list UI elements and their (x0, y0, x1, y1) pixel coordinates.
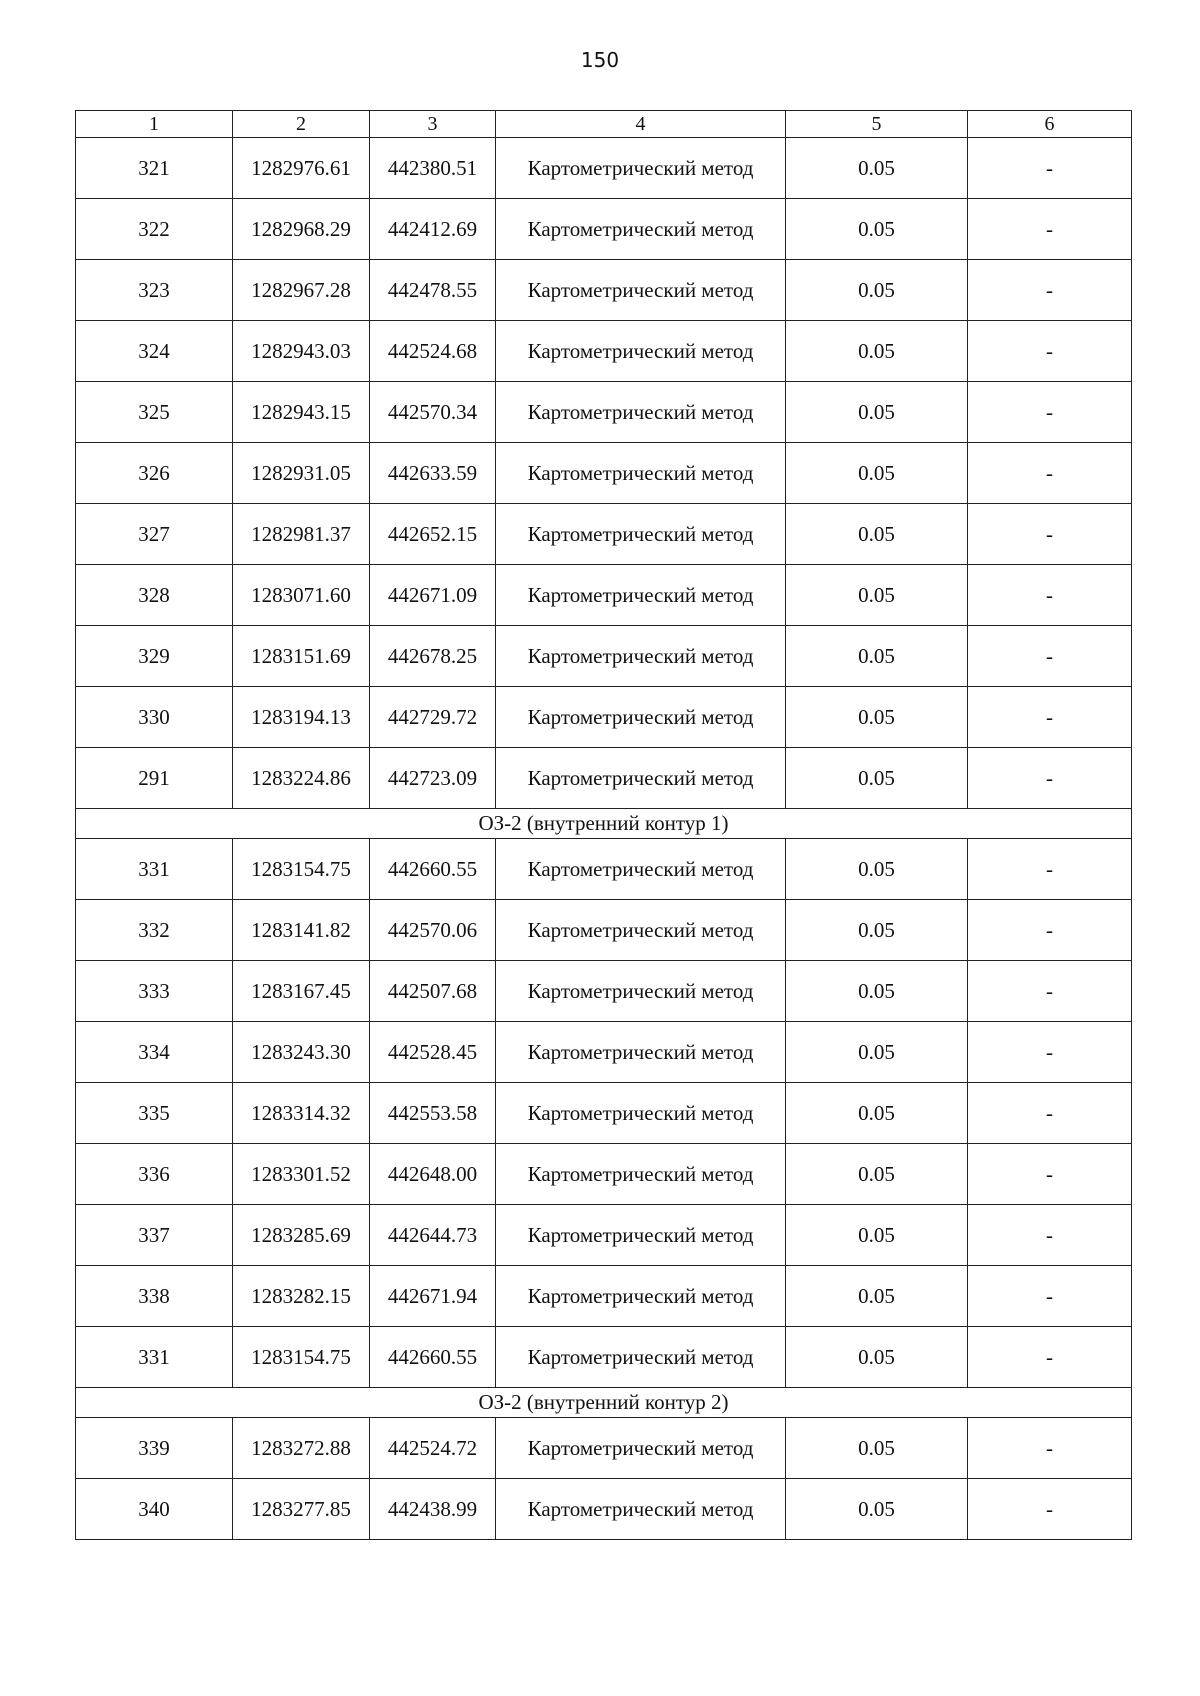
accuracy-cell: 0.05 (786, 199, 968, 260)
x-coordinate-cell: 1283277.85 (233, 1479, 370, 1540)
method-cell: Картометрический метод (496, 626, 786, 687)
x-coordinate-cell: 1283285.69 (233, 1205, 370, 1266)
note-cell: - (968, 382, 1132, 443)
point-number-cell: 321 (76, 138, 233, 199)
method-cell: Картометрический метод (496, 900, 786, 961)
method-cell: Картометрический метод (496, 1144, 786, 1205)
y-coordinate-cell: 442671.09 (370, 565, 496, 626)
table-row (76, 321, 1132, 382)
method-cell: Картометрический метод (496, 1266, 786, 1327)
point-number-cell: 291 (76, 748, 233, 809)
note-cell: - (968, 443, 1132, 504)
note-cell: - (968, 961, 1132, 1022)
point-number-cell: 331 (76, 1327, 233, 1388)
table-row (76, 382, 1132, 443)
section-title-row (76, 1388, 1132, 1418)
x-coordinate-cell: 1283141.82 (233, 900, 370, 961)
y-coordinate-cell: 442723.09 (370, 748, 496, 809)
note-cell: - (968, 138, 1132, 199)
table-row (76, 260, 1132, 321)
note-cell: - (968, 1327, 1132, 1388)
point-number-cell: 337 (76, 1205, 233, 1266)
y-coordinate-cell: 442660.55 (370, 839, 496, 900)
point-number-cell: 322 (76, 199, 233, 260)
point-number-cell: 326 (76, 443, 233, 504)
note-cell: - (968, 1418, 1132, 1479)
y-coordinate-cell: 442412.69 (370, 199, 496, 260)
note-cell: - (968, 1144, 1132, 1205)
y-coordinate-cell: 442524.72 (370, 1418, 496, 1479)
y-coordinate-cell: 442528.45 (370, 1022, 496, 1083)
x-coordinate-cell: 1283167.45 (233, 961, 370, 1022)
table-row (76, 839, 1132, 900)
method-cell: Картометрический метод (496, 1327, 786, 1388)
accuracy-cell: 0.05 (786, 900, 968, 961)
note-cell: - (968, 321, 1132, 382)
section-title: ОЗ-2 (внутренний контур 2) (76, 1388, 1132, 1418)
y-coordinate-cell: 442652.15 (370, 504, 496, 565)
table-row (76, 626, 1132, 687)
accuracy-cell: 0.05 (786, 138, 968, 199)
table-row (76, 1479, 1132, 1540)
x-coordinate-cell: 1283154.75 (233, 1327, 370, 1388)
point-number-cell: 339 (76, 1418, 233, 1479)
x-coordinate-cell: 1283272.88 (233, 1418, 370, 1479)
x-coordinate-cell: 1282931.05 (233, 443, 370, 504)
y-coordinate-cell: 442553.58 (370, 1083, 496, 1144)
point-number-cell: 332 (76, 900, 233, 961)
column-header: 2 (233, 111, 370, 138)
method-cell: Картометрический метод (496, 1083, 786, 1144)
column-header: 4 (496, 111, 786, 138)
accuracy-cell: 0.05 (786, 1418, 968, 1479)
method-cell: Картометрический метод (496, 443, 786, 504)
accuracy-cell: 0.05 (786, 321, 968, 382)
note-cell: - (968, 687, 1132, 748)
note-cell: - (968, 748, 1132, 809)
method-cell: Картометрический метод (496, 748, 786, 809)
y-coordinate-cell: 442507.68 (370, 961, 496, 1022)
point-number-cell: 333 (76, 961, 233, 1022)
note-cell: - (968, 839, 1132, 900)
method-cell: Картометрический метод (496, 839, 786, 900)
x-coordinate-cell: 1282943.15 (233, 382, 370, 443)
note-cell: - (968, 199, 1132, 260)
table-row (76, 1418, 1132, 1479)
table-row (76, 1144, 1132, 1205)
accuracy-cell: 0.05 (786, 687, 968, 748)
note-cell: - (968, 1205, 1132, 1266)
note-cell: - (968, 260, 1132, 321)
point-number-cell: 330 (76, 687, 233, 748)
accuracy-cell: 0.05 (786, 961, 968, 1022)
y-coordinate-cell: 442478.55 (370, 260, 496, 321)
accuracy-cell: 0.05 (786, 748, 968, 809)
y-coordinate-cell: 442438.99 (370, 1479, 496, 1540)
x-coordinate-cell: 1282976.61 (233, 138, 370, 199)
accuracy-cell: 0.05 (786, 626, 968, 687)
y-coordinate-cell: 442570.34 (370, 382, 496, 443)
point-number-cell: 338 (76, 1266, 233, 1327)
table-row (76, 1083, 1132, 1144)
y-coordinate-cell: 442570.06 (370, 900, 496, 961)
point-number-cell: 323 (76, 260, 233, 321)
point-number-cell: 325 (76, 382, 233, 443)
x-coordinate-cell: 1283224.86 (233, 748, 370, 809)
note-cell: - (968, 900, 1132, 961)
table-row (76, 1022, 1132, 1083)
y-coordinate-cell: 442524.68 (370, 321, 496, 382)
y-coordinate-cell: 442660.55 (370, 1327, 496, 1388)
point-number-cell: 324 (76, 321, 233, 382)
accuracy-cell: 0.05 (786, 1266, 968, 1327)
x-coordinate-cell: 1282943.03 (233, 321, 370, 382)
x-coordinate-cell: 1283314.32 (233, 1083, 370, 1144)
y-coordinate-cell: 442648.00 (370, 1144, 496, 1205)
column-header: 6 (968, 111, 1132, 138)
accuracy-cell: 0.05 (786, 839, 968, 900)
method-cell: Картометрический метод (496, 1022, 786, 1083)
x-coordinate-cell: 1282968.29 (233, 199, 370, 260)
accuracy-cell: 0.05 (786, 504, 968, 565)
method-cell: Картометрический метод (496, 1418, 786, 1479)
method-cell: Картометрический метод (496, 1205, 786, 1266)
table-row (76, 199, 1132, 260)
method-cell: Картометрический метод (496, 321, 786, 382)
method-cell: Картометрический метод (496, 138, 786, 199)
table-row (76, 1266, 1132, 1327)
table-row (76, 961, 1132, 1022)
point-number-cell: 331 (76, 839, 233, 900)
section-title: ОЗ-2 (внутренний контур 1) (76, 809, 1132, 839)
x-coordinate-cell: 1283151.69 (233, 626, 370, 687)
x-coordinate-cell: 1283194.13 (233, 687, 370, 748)
accuracy-cell: 0.05 (786, 1479, 968, 1540)
point-number-cell: 340 (76, 1479, 233, 1540)
table-row (76, 565, 1132, 626)
x-coordinate-cell: 1283282.15 (233, 1266, 370, 1327)
point-number-cell: 327 (76, 504, 233, 565)
x-coordinate-cell: 1282967.28 (233, 260, 370, 321)
accuracy-cell: 0.05 (786, 443, 968, 504)
note-cell: - (968, 1083, 1132, 1144)
point-number-cell: 328 (76, 565, 233, 626)
table-row (76, 443, 1132, 504)
method-cell: Картометрический метод (496, 687, 786, 748)
accuracy-cell: 0.05 (786, 1327, 968, 1388)
x-coordinate-cell: 1283154.75 (233, 839, 370, 900)
note-cell: - (968, 1022, 1132, 1083)
accuracy-cell: 0.05 (786, 260, 968, 321)
method-cell: Картометрический метод (496, 1479, 786, 1540)
page-number: 150 (580, 48, 620, 72)
table-header-row (76, 111, 1132, 138)
point-number-cell: 336 (76, 1144, 233, 1205)
method-cell: Картометрический метод (496, 565, 786, 626)
x-coordinate-cell: 1283243.30 (233, 1022, 370, 1083)
column-header: 1 (76, 111, 233, 138)
table-row (76, 748, 1132, 809)
column-header: 3 (370, 111, 496, 138)
y-coordinate-cell: 442380.51 (370, 138, 496, 199)
note-cell: - (968, 1266, 1132, 1327)
x-coordinate-cell: 1282981.37 (233, 504, 370, 565)
table-row (76, 1205, 1132, 1266)
method-cell: Картометрический метод (496, 199, 786, 260)
table-body (76, 138, 1132, 1540)
note-cell: - (968, 626, 1132, 687)
accuracy-cell: 0.05 (786, 1022, 968, 1083)
y-coordinate-cell: 442633.59 (370, 443, 496, 504)
method-cell: Картометрический метод (496, 382, 786, 443)
section-title-row (76, 809, 1132, 839)
point-number-cell: 329 (76, 626, 233, 687)
table-row (76, 687, 1132, 748)
method-cell: Картометрический метод (496, 961, 786, 1022)
y-coordinate-cell: 442678.25 (370, 626, 496, 687)
x-coordinate-cell: 1283071.60 (233, 565, 370, 626)
y-coordinate-cell: 442729.72 (370, 687, 496, 748)
accuracy-cell: 0.05 (786, 1144, 968, 1205)
accuracy-cell: 0.05 (786, 565, 968, 626)
table-row (76, 504, 1132, 565)
method-cell: Картометрический метод (496, 260, 786, 321)
table-row (76, 900, 1132, 961)
method-cell: Картометрический метод (496, 504, 786, 565)
column-header: 5 (786, 111, 968, 138)
point-number-cell: 335 (76, 1083, 233, 1144)
table-row (76, 1327, 1132, 1388)
note-cell: - (968, 504, 1132, 565)
point-number-cell: 334 (76, 1022, 233, 1083)
accuracy-cell: 0.05 (786, 1205, 968, 1266)
x-coordinate-cell: 1283301.52 (233, 1144, 370, 1205)
y-coordinate-cell: 442644.73 (370, 1205, 496, 1266)
table-row (76, 138, 1132, 199)
y-coordinate-cell: 442671.94 (370, 1266, 496, 1327)
note-cell: - (968, 565, 1132, 626)
note-cell: - (968, 1479, 1132, 1540)
accuracy-cell: 0.05 (786, 1083, 968, 1144)
accuracy-cell: 0.05 (786, 382, 968, 443)
coordinates-table (75, 110, 1132, 1540)
